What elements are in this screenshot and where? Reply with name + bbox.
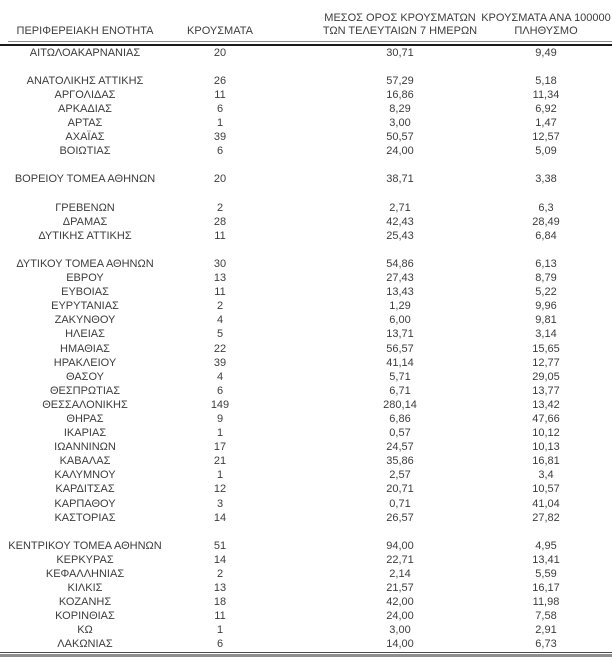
cell-region: ΚΑΡΔΙΤΣΑΣ [55,483,115,496]
table-row [0,441,612,455]
cell-avg7: 2,14 [389,568,411,581]
cell-region: ΛΑΚΩΝΙΑΣ [57,638,113,651]
table-row [0,257,612,271]
cell-cases: 39 [213,356,227,369]
cell-avg7: 1,29 [389,300,411,313]
cell-region: ΚΟΖΑΝΗΣ [58,596,112,609]
spacer-row [0,525,612,539]
cell-region: ΚΟΡΙΝΘΙΑΣ [55,610,115,623]
cell-avg7: 38,71 [386,173,414,186]
table-row [0,596,612,610]
cell-avg7: 20,71 [386,483,414,496]
table-row [0,314,612,328]
cell-region: ΒΟΡΕΙΟΥ ΤΟΜΕΑ ΑΘΗΝΩΝ [14,173,156,186]
cell-per100k: 5,09 [535,145,557,158]
table-row [0,201,612,215]
table-row [0,272,612,286]
table-row [0,539,612,553]
cell-cases: 2 [216,300,224,313]
cell-region: ΑΝΑΤΟΛΙΚΗΣ ΑΤΤΙΚΗΣ [26,74,144,87]
spacer-row [0,187,612,201]
cell-region: ΖΑΚΥΝΘΟΥ [54,314,116,327]
table-row [0,567,612,581]
table-row [0,370,612,384]
cell-region: ΕΥΡΥΤΑΝΙΑΣ [51,300,119,313]
cell-per100k: 11,34 [532,88,560,101]
cell-avg7: 94,00 [386,539,414,552]
cell-per100k: 8,79 [535,272,557,285]
cell-avg7: 50,57 [386,131,414,144]
cell-region: ΓΡΕΒΕΝΩΝ [55,201,115,214]
table-header-row [0,0,612,41]
cell-region: ΗΡΑΚΛΕΙΟΥ [53,356,117,369]
table-row [0,398,612,412]
table-row [0,74,612,88]
cell-cases: 28 [213,215,227,228]
cell-region: ΑΙΤΩΛΟΑΚΑΡΝΑΝΙΑΣ [29,46,141,59]
cell-avg7: 0,71 [389,497,411,510]
table-row [0,342,612,356]
cell-per100k: 1,47 [535,117,557,130]
cell-avg7: 3,00 [389,624,411,637]
cell-per100k: 6,3 [538,201,554,214]
col-header-per100k [480,12,612,38]
table-row [0,173,612,187]
cell-avg7: 24,57 [386,441,414,454]
cell-cases: 3 [216,497,224,510]
cell-avg7: 6,86 [389,412,411,425]
table-row [0,553,612,567]
cell-cases: 30 [213,257,227,270]
cell-cases: 11 [214,286,226,299]
cell-per100k: 10,12 [532,427,560,440]
table-row [0,455,612,469]
col-header-per100k-line2: ΠΛΗΘΥΣΜΟ [514,25,578,37]
table-row [0,229,612,243]
cell-per100k: 29,05 [532,370,560,383]
cell-avg7: 30,71 [386,46,414,59]
cell-cases: 13 [213,272,227,285]
cell-per100k: 15,65 [532,342,560,355]
cell-region: ΔΥΤΙΚΗΣ ΑΤΤΙΚΗΣ [38,229,132,242]
cell-region: ΘΑΣΟΥ [65,370,105,383]
cell-region: ΕΥΒΟΙΑΣ [61,286,109,299]
spacer-row [0,243,612,257]
cell-per100k: 5,59 [535,568,557,581]
cell-region: ΚΑΡΠΑΘΟΥ [54,497,116,510]
cell-region: ΕΒΡΟΥ [66,272,104,285]
table-row [0,427,612,441]
cell-region: ΔΡΑΜΑΣ [62,215,108,228]
table-row [0,497,612,511]
table-row [0,384,612,398]
cell-region: ΚΑΣΤΟΡΙΑΣ [54,511,116,524]
cell-region: ΑΧΑΪΑΣ [65,131,105,144]
cell-cases: 1 [216,117,224,130]
bottom-rule-thick [0,654,612,657]
cell-per100k: 9,81 [535,314,557,327]
cell-per100k: 6,84 [535,229,557,242]
table-row [0,131,612,145]
cell-cases: 6 [216,145,224,158]
cell-cases: 51 [213,539,227,552]
cell-avg7: 56,57 [386,342,414,355]
cell-avg7: 2,57 [389,469,411,482]
cell-region: ΒΟΙΩΤΙΑΣ [59,145,111,158]
cell-region: ΘΕΣΠΡΩΤΙΑΣ [49,384,121,397]
cell-cases: 1 [216,427,224,440]
cell-region: ΚΕΦΑΛΛΗΝΙΑΣ [45,568,125,581]
cell-cases: 4 [216,314,224,327]
cell-avg7: 13,71 [386,328,414,341]
table-row [0,116,612,130]
cell-cases: 6 [216,384,224,397]
cell-avg7: 2,71 [389,201,411,214]
cell-per100k: 9,49 [535,46,557,59]
cell-avg7: 6,71 [389,384,411,397]
cell-per100k: 4,95 [535,539,557,552]
cell-cases: 13 [213,582,227,595]
cell-per100k: 7,58 [535,610,557,623]
cell-region: ΔΥΤΙΚΟΥ ΤΟΜΕΑ ΑΘΗΝΩΝ [16,257,154,270]
cell-avg7: 54,86 [386,257,414,270]
cell-cases: 6 [216,102,224,115]
cell-cases: 11 [214,229,226,242]
spacer-row [0,159,612,173]
spacer-row [0,60,612,74]
cell-per100k: 10,13 [532,441,560,454]
table-row [0,215,612,229]
bottom-rule-thin [0,652,612,653]
col-header-avg7 [320,12,480,38]
table-row [0,483,612,497]
cell-region: ΗΜΑΘΙΑΣ [60,342,110,355]
cell-per100k: 6,73 [535,638,557,651]
cell-cases: 14 [213,511,227,524]
cell-region: ΗΛΕΙΑΣ [65,328,105,341]
cell-avg7: 8,29 [389,102,411,115]
cell-region: ΚΑΛΥΜΝΟΥ [54,469,116,482]
cell-cases: 17 [213,441,227,454]
cell-per100k: 11,98 [532,596,560,609]
cell-per100k: 5,18 [535,74,557,87]
cell-avg7: 25,43 [386,229,414,242]
cell-cases: 12 [213,483,227,496]
cell-cases: 5 [216,328,224,341]
header-underline [8,41,612,42]
cell-per100k: 13,42 [532,398,560,411]
table-row [0,46,612,60]
table-row [0,610,612,624]
cell-avg7: 0,57 [389,427,411,440]
cell-region: ΘΗΡΑΣ [66,412,104,425]
cell-per100k: 5,22 [535,286,557,299]
table-row [0,328,612,342]
table-row [0,624,612,638]
cell-region: ΚΕΝΤΡΙΚΟΥ ΤΟΜΕΑ ΑΘΗΝΩΝ [8,539,162,552]
table-row [0,356,612,370]
cell-avg7: 13,43 [386,286,414,299]
cell-avg7: 16,86 [386,88,414,101]
cell-per100k: 6,92 [535,102,557,115]
table-row [0,88,612,102]
table-body [0,46,612,652]
cell-region: ΚΩ [77,624,93,637]
cell-region: ΙΩΑΝΝΙΝΩΝ [54,441,116,454]
cell-cases: 149 [210,398,230,411]
cell-avg7: 22,71 [386,553,414,566]
cell-region: ΑΡΓΟΛΙΔΑΣ [54,88,116,101]
cell-cases: 20 [213,46,227,59]
cell-region: ΙΚΑΡΙΑΣ [63,427,107,440]
table-row [0,412,612,426]
cell-cases: 6 [216,638,224,651]
cell-cases: 14 [213,553,227,566]
col-header-avg7-line2: ΤΩΝ ΤΕΛΕΥΤΑΙΩΝ 7 ΗΜΕΡΩΝ [322,25,478,37]
cell-per100k: 13,41 [532,553,560,566]
cell-cases: 1 [216,624,224,637]
cell-region: ΑΡΤΑΣ [67,117,103,130]
cell-per100k: 6,13 [535,257,557,270]
cell-per100k: 12,57 [532,131,560,144]
table-row [0,511,612,525]
cell-region: ΚΕΡΚΥΡΑΣ [56,553,114,566]
col-header-per100k-line1: ΚΡΟΥΣΜΑΤΑ ΑΝΑ 100000 [481,12,611,24]
cell-cases: 1 [216,469,224,482]
col-header-cases: ΚΡΟΥΣΜΑΤΑ [187,25,253,37]
cell-cases: 4 [216,370,224,383]
cell-per100k: 28,49 [532,215,560,228]
cell-cases: 18 [213,596,227,609]
cell-per100k: 3,38 [535,173,557,186]
cell-region: ΚΑΒΑΛΑΣ [59,455,111,468]
cell-per100k: 10,57 [532,483,560,496]
cell-per100k: 2,91 [535,624,557,637]
cell-avg7: 3,00 [389,117,411,130]
cell-cases: 39 [213,131,227,144]
cell-per100k: 9,96 [535,300,557,313]
cell-cases: 22 [213,342,227,355]
cell-avg7: 35,86 [386,455,414,468]
table-row [0,286,612,300]
cell-avg7: 42,00 [386,596,414,609]
table-row [0,102,612,116]
cell-region: ΑΡΚΑΔΙΑΣ [58,102,112,115]
table-row [0,638,612,652]
table-row [0,582,612,596]
cell-cases: 11 [214,88,226,101]
col-header-avg7-line1: ΜΕΣΟΣ ΟΡΟΣ ΚΡΟΥΣΜΑΤΩΝ [324,12,476,24]
cell-cases: 2 [216,568,224,581]
cell-per100k: 16,17 [532,582,560,595]
cell-region: ΚΙΛΚΙΣ [67,582,103,595]
cell-per100k: 13,77 [532,384,560,397]
cell-region: ΘΕΣΣΑΛΟΝΙΚΗΣ [42,398,128,411]
cell-cases: 11 [214,610,226,623]
cell-cases: 20 [213,173,227,186]
cell-avg7: 27,43 [386,272,414,285]
cell-avg7: 26,57 [386,511,414,524]
table-row [0,469,612,483]
cell-per100k: 27,82 [532,511,560,524]
cell-cases: 26 [213,74,227,87]
cell-avg7: 280,14 [383,398,417,411]
cell-per100k: 12,77 [532,356,560,369]
col-header-region: ΠΕΡΙΦΕΡΕΙΑΚΗ ΕΝΟΤΗΤΑ [16,25,154,37]
cell-per100k: 3,14 [535,328,557,341]
cell-per100k: 47,66 [532,412,560,425]
cell-cases: 21 [213,455,227,468]
table-row [0,145,612,159]
cell-avg7: 42,43 [386,215,414,228]
cell-avg7: 41,14 [386,356,414,369]
cell-avg7: 24,00 [386,610,414,623]
cell-avg7: 14,00 [386,638,414,651]
cell-per100k: 16,81 [532,455,560,468]
cell-avg7: 24,00 [386,145,414,158]
cell-avg7: 57,29 [386,74,414,87]
table-row [0,300,612,314]
cell-avg7: 5,71 [389,370,411,383]
cell-per100k: 3,4 [538,469,554,482]
cell-cases: 9 [216,412,224,425]
cell-avg7: 21,57 [386,582,414,595]
cell-per100k: 41,04 [532,497,560,510]
cell-cases: 2 [216,201,224,214]
cell-avg7: 6,00 [389,314,411,327]
